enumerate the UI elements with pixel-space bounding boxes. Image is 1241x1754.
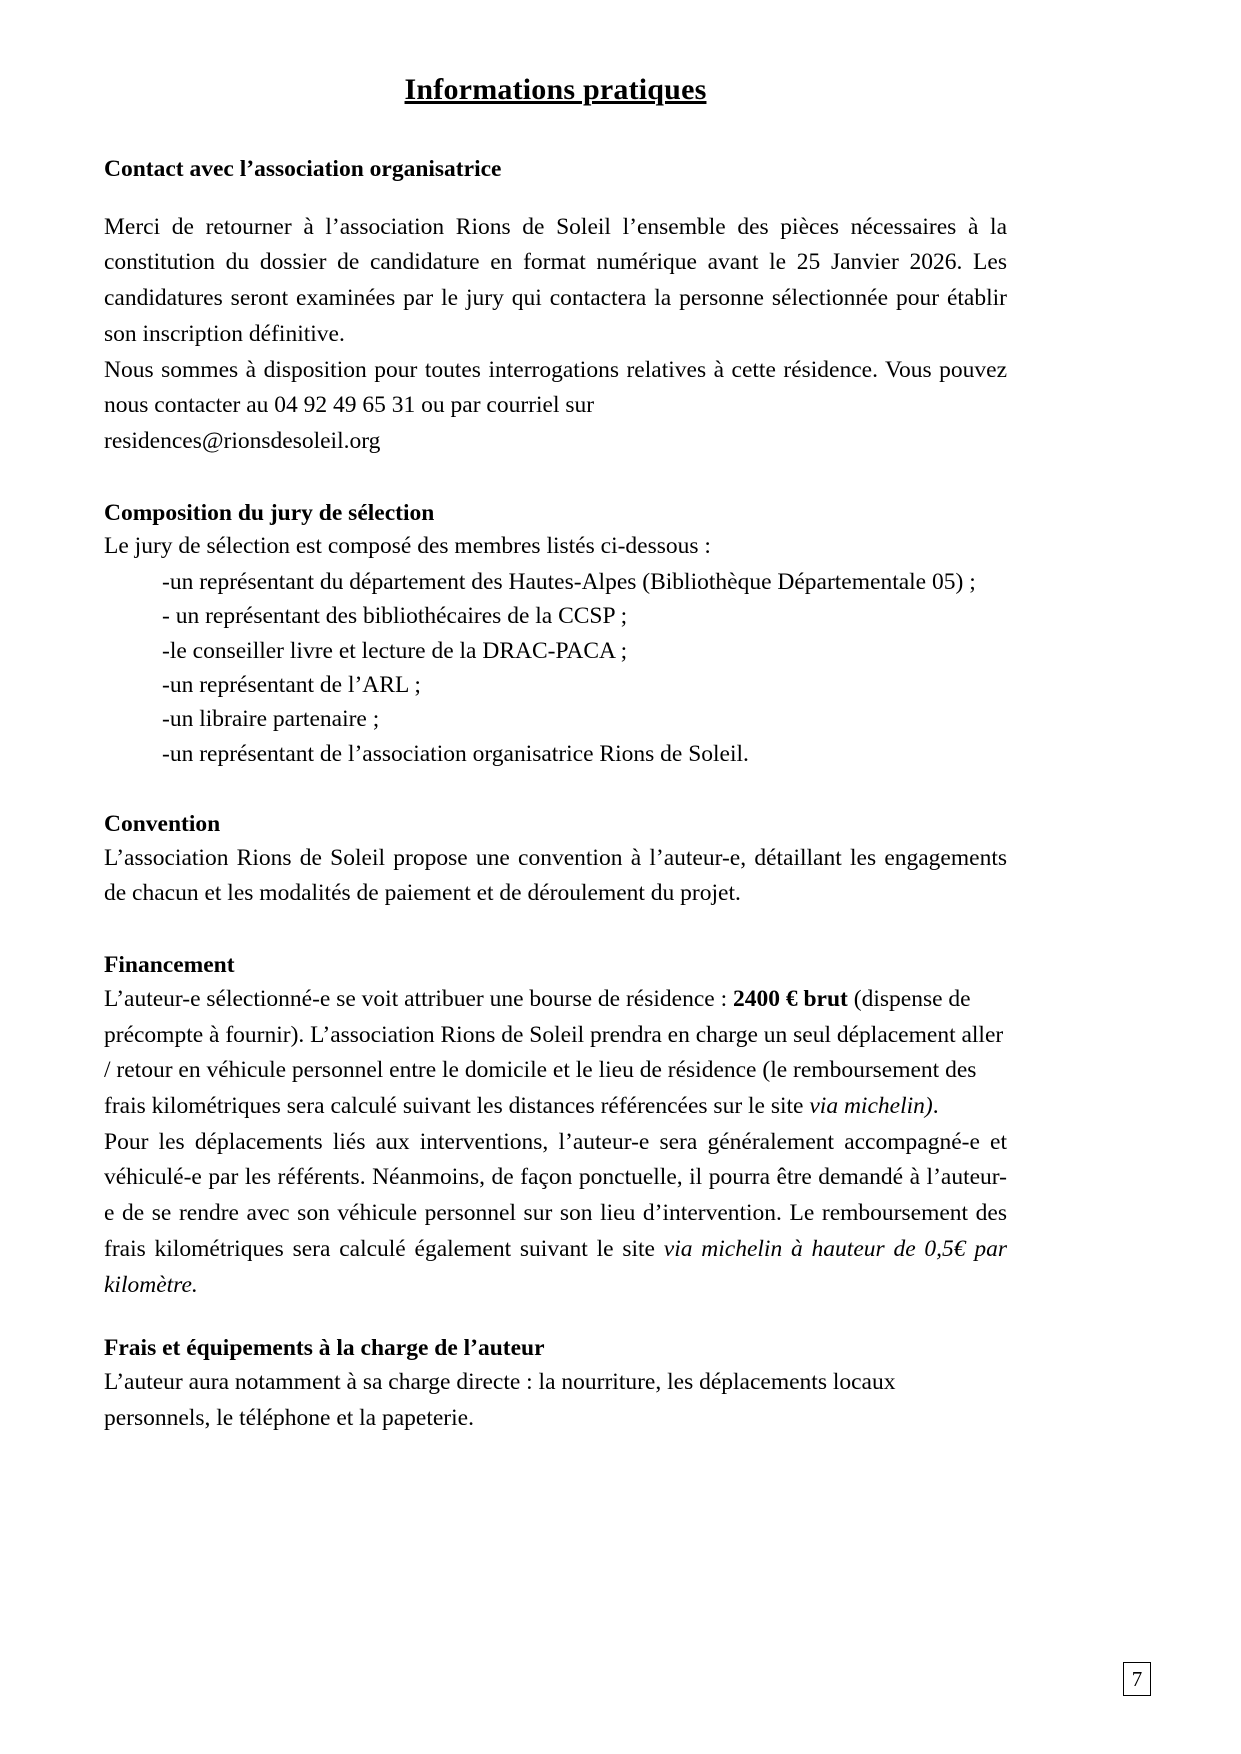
list-item: -le conseiller livre et lecture de la DRAC-PACA ; (162, 637, 628, 664)
section-financement (104, 950, 1007, 1303)
financement-paragraph-2 (104, 1125, 1007, 1304)
spacer (104, 186, 1007, 210)
spacer (104, 771, 1007, 809)
list-item: -un représentant de l’association organisatrice Rions de Soleil. (162, 740, 749, 767)
via-michelin-reference: via michelin) (809, 1093, 933, 1119)
financement-text-after-amount: (dispense de précompte à fournir). L’association Rions de Soleil prendra en charge un seul déplacement aller / retour en véhicule personnel entre le domicile et le lieu de résidence (le remboursement des frais kilométriques sera calculé suivant les distances référencées sur le site (104, 985, 1004, 1119)
section-heading-frais: Frais et équipements à la charge de l’auteur (104, 1335, 545, 1362)
section-jury (104, 498, 1007, 771)
section-heading-jury: Composition du jury de sélection (104, 499, 435, 526)
spacer (104, 108, 1007, 154)
contact-paragraph-2: Nous sommes à disposition pour toutes interrogations relatives à cette résidence. Vous pouvez nous contacter au 04 92 49 65 31 ou par courriel sur (104, 356, 1007, 419)
bourse-amount: 2400 € brut (732, 985, 848, 1012)
jury-intro: Le jury de sélection est composé des membres listés ci-dessous : (104, 533, 711, 560)
frais-paragraph: L’auteur aura notamment à sa charge directe : la nourriture, les déplacements locaux personnels, le téléphone et la papeterie. (104, 1369, 896, 1431)
financement-paragraph-1 (104, 982, 1007, 1125)
section-contact (104, 154, 1007, 460)
list-item: - un représentant des bibliothécaires de la CCSP ; (162, 603, 628, 630)
financement-text-before-amount: L’auteur-e sélectionné-e se voit attribuer une bourse de résidence : (104, 985, 733, 1012)
section-convention (104, 809, 1007, 912)
financement-paragraph-1-end: . (932, 1093, 939, 1119)
contact-paragraph-1: Merci de retourner à l’association Rions de Soleil l’ensemble des pièces nécessaires à la constitution du dossier de candidature en format numérique avant le 25 Janvier 2026. Les candidatures seront examinées par le jury qui contactera la personne sélectionnée pour établir son inscription définitive. (104, 213, 1007, 347)
jury-members-list (104, 565, 1007, 771)
financement-text-before-italic: Pour les déplacements liés aux interventions, l’auteur-e sera généralement accompagné-e et véhiculé-e par les référents. Néanmoins, de façon ponctuelle, il pourra être demandé à l’auteur-e de se rendre avec son véhicule personnel sur son lieu d’intervention. Le remboursement des frais kilométriques sera calculé également suivant le site (104, 1128, 1007, 1262)
section-frais (104, 1333, 1007, 1436)
spacer (104, 912, 1007, 950)
via-michelin-rate: via michelin à hauteur de 0,5€ par kilomètre. (104, 1235, 1007, 1298)
section-heading-financement: Financement (104, 952, 235, 979)
page-number: 7 (1123, 1662, 1151, 1696)
spacer (104, 460, 1007, 498)
list-item: -un représentant du département des Hautes-Alpes (Bibliothèque Départementale 05) ; (162, 569, 976, 596)
spacer (104, 1303, 1007, 1333)
contact-email: residences@rionsdesoleil.org (104, 428, 381, 455)
section-heading-convention: Convention (104, 810, 221, 837)
page-title: Informations pratiques (404, 73, 707, 106)
section-heading-contact: Contact avec l’association organisatrice (104, 156, 502, 182)
convention-paragraph: L’association Rions de Soleil propose une convention à l’auteur-e, détaillant les engagements de chacun et les modalités de paiement et de déroulement du projet. (104, 844, 1007, 907)
list-item: -un libraire partenaire ; (162, 706, 380, 733)
document-content (104, 0, 1007, 1436)
list-item: -un représentant de l’ARL ; (162, 672, 421, 699)
